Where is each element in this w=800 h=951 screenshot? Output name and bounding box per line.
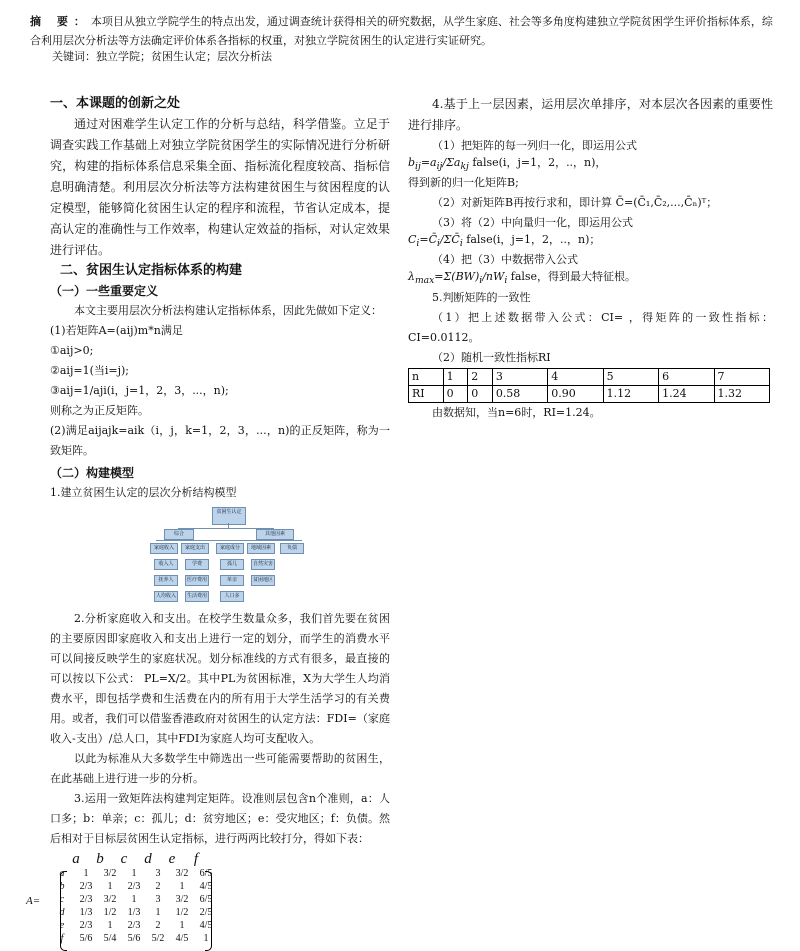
tree-l4a-3: 孤儿 — [220, 559, 244, 570]
tree-l3-3: 家庭成分 — [216, 543, 244, 554]
ri-conclusion: 由数据知，当n=6时，RI=1.24。 — [432, 405, 601, 419]
tree-l3-5: 负债 — [280, 543, 304, 554]
matrix-col-a: a — [72, 851, 80, 867]
subheading-model: （二）构建模型 — [50, 466, 135, 480]
tree-l4b-4: 贫困地区 — [251, 575, 275, 586]
paragraph-definition-intro: 本文主要用层次分析法构建认定指标体系，因此先做如下定义： — [74, 304, 382, 317]
definition-1c: ③aij=1/aji(i，j=1，2，3，...，n); — [50, 384, 229, 397]
formula-lambda: $\lambda_{max}=\Sigma(BW)_i/nW_i$ false，得到最大特征根。 — [408, 270, 637, 287]
definition-1d: 则称之为正反矩阵。 — [50, 404, 149, 417]
step-ri: （2）随机一致性指标RI — [432, 350, 551, 364]
matrix-col-c: c — [120, 851, 128, 867]
table-row: RI 0 0 0.58 0.90 1.12 1.24 1.32 — [409, 385, 770, 402]
matrix-col-d: d — [144, 851, 152, 867]
tree-l4a-4: 自然灾害 — [251, 559, 275, 570]
tree-l4c-3: 人口多 — [220, 591, 244, 602]
abstract — [30, 12, 775, 50]
step-ci: （1）把上述数据带入公式：CI= ，得矩阵的一致性指标：CI=0.0112。 — [408, 310, 773, 344]
step-vector-normalize: （3）将（2）中向量归一化，即运用公式 — [432, 216, 633, 230]
right-column — [408, 94, 773, 423]
step-normalize-columns: （1）把矩阵的每一列归一化，即运用公式 — [432, 139, 637, 152]
judgement-matrix — [26, 851, 390, 946]
tree-l4a-1: 收入人 — [154, 559, 178, 570]
tree-l3-1: 家庭收入 — [150, 543, 178, 554]
section-heading-1: 一、本课题的创新之处 — [50, 96, 181, 111]
hierarchy-diagram — [150, 507, 310, 605]
paragraph-screening: 以此为标准从大多数学生中筛选出一些可能需要帮助的贫困生，在此基础上进行进一步的分析。 — [50, 752, 390, 785]
tree-l3-2: 家庭支出 — [181, 543, 209, 554]
step-consistency: 5.判断矩阵的一致性 — [432, 290, 531, 304]
left-column — [26, 94, 390, 946]
definition-1: (1)若矩阵A=(aij)m*n满足 — [50, 324, 183, 337]
abstract-text: 本项目从独立学院学生的特点出发，通过调查统计获得相关的研究数据，从学生家庭、社会等多角度构建独立学院贫困学生评价指标体系，综合利用层次分析法等方法确定评价体系各指标的权重，对独立学院贫困生的认定进行实证研究。 — [30, 15, 773, 47]
keywords: 关键词：独立学院；贫困生认定；层次分析法 — [52, 50, 272, 63]
tree-l4c-2: 生活费用 — [185, 591, 209, 602]
tree-l3-4: 地域因素 — [247, 543, 275, 554]
section-heading-2: 二、贫困生认定指标体系的构建 — [60, 263, 243, 278]
abstract-label: 摘 要： — [30, 15, 91, 28]
matrix-col-b: b — [96, 851, 104, 867]
subheading-definitions: （一）一些重要定义 — [50, 284, 159, 298]
tree-root: 贫困生认定 — [212, 507, 246, 525]
matrix-col-f: f — [193, 851, 199, 867]
matrix-row: e 2/3 1 2/3 2 1 4/5 — [59, 920, 213, 931]
ri-table — [408, 368, 770, 403]
tree-l4a-2: 学费 — [185, 559, 209, 570]
matrix-label: A= — [26, 895, 41, 907]
step-row-sum: （2）对新矩阵B再按行求和，即计算 C̄=(C̄₁,C̄₂,...,C̄ₙ)ᵀ； — [432, 196, 718, 210]
matrix-row: c 2/3 3/2 1 3 3/2 6/5 — [59, 894, 213, 905]
formula-vector: $C_i=C̄_i/\Sigma C̄_i$ false(i，j=1，2，..，n)； — [408, 233, 601, 250]
tree-l4c-1: 人均收入 — [154, 591, 178, 602]
matrix-row: a 1 3/2 1 3 3/2 6/5 — [59, 868, 213, 879]
tree-l4b-3: 单亲 — [220, 575, 244, 586]
tree-l4b-2: 医疗费用 — [185, 575, 209, 586]
matrix-row: f 5/6 5/4 5/6 5/2 4/5 1 — [60, 933, 209, 944]
paragraph-matrix-method: 3.运用一致矩阵法构建判定矩阵。设准则层包含n个准则，a：人口多；b：单亲；c：孤儿；d：贫穷地区；e：受灾地区；f：负债。然后相对于目标层贫困生认定指标，进行两两比较打分，得如下表： — [50, 792, 390, 845]
model-step-1: 1.建立贫困生认定的层次分析结构模型 — [50, 486, 237, 499]
matrix-row: b 2/3 1 2/3 2 1 4/5 — [59, 881, 213, 892]
tree-l4b-1: 抚养人 — [154, 575, 178, 586]
paragraph-income-analysis: 2.分析家庭收入和支出。在校学生数量众多，我们首先要在贫困的主要原因即家庭收入和支出上进行一定的划分，而学生的消费水平可以间接反映学生的家庭状况。划分标准线的方式有很多，最直接的可以按以下公式： PL=X/2。其中PL为贫困标准，X为大学生人均消费水平，即包括学费和生活费在内的所有用于大学生活学习的有关费用。或者，我们可以借鉴香港政府对贫困生的认定方法：FDI=（家庭收入-支出）/总人口，其中FDI为家庭人均可支配收入。 — [50, 612, 390, 745]
table-row: n 1 2 3 4 5 6 7 — [409, 368, 770, 385]
tree-mid-2: 其他因素 — [256, 529, 294, 540]
definition-1b: ②aij=1(当i=j); — [50, 364, 129, 377]
matrix-col-e: e — [168, 851, 176, 867]
definition-2: (2)满足aijajk=aik（i，j，k=1，2，3，...，n)的正反矩阵，称为一致矩阵。 — [50, 424, 390, 457]
step-eigen-formula: （4）把（3）中数据带入公式 — [432, 253, 578, 267]
paragraph-innovation: 通过对困难学生认定工作的分析与总结，科学借鉴。立足于调查实践工作基础上对独立学院贫困学生的实际情况进行分析研究，构建的指标体系信息采集全面、指标流化程度较高、指标信息明确清楚。利用层次分析法等方法构建贫困生与贫困程度的认定模型，能够简化贫困生认定的程序和流程，节省认定成本，提高认定的准确性与工作效率，构建认定效益的指标，对认定效果进行评估。 — [50, 117, 390, 257]
formula-normalize: $b_{ij}=a_{ij}/\Sigma a_{kj}$ false(i，j=1，2，..，n)， — [408, 156, 607, 173]
tree-mid-1: 综合 — [164, 529, 194, 540]
matrix-row: d 1/3 1/2 1/3 1 1/2 2/5 — [59, 907, 213, 918]
definition-1a: ①aij>0; — [50, 344, 94, 357]
paragraph-single-ranking: 4.基于上一层因素，运用层次单排序，对本层次各因素的重要性进行排序。 — [408, 97, 773, 132]
step-normalized-matrix: 得到新的归一化矩阵B; — [408, 176, 519, 190]
